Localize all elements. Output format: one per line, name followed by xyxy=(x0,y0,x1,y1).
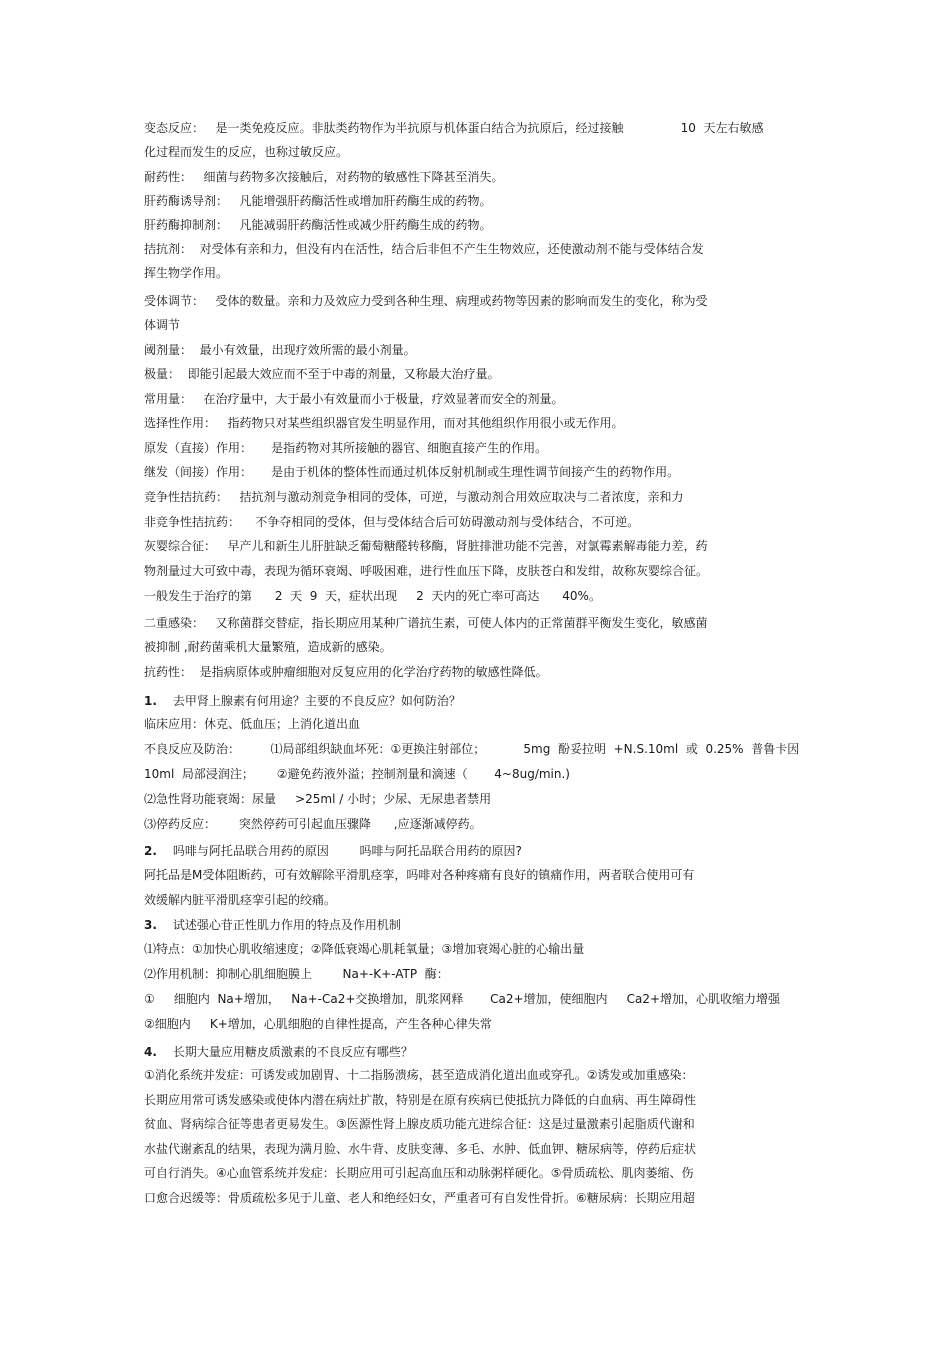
text-line xyxy=(144,1064,694,1086)
line-text: 肝药酶抑制剂： 凡能减弱肝药酶活性或减少肝药酶生成的药物。 xyxy=(144,218,492,232)
line-text: 竞争性拮抗药： 拮抗剂与激动剂竞争相同的受体，可逆，与激动剂合用效应取决与二者浓度，亲和力 xyxy=(144,490,684,504)
line-text: 吗啡与阿托品联合用药的原因 吗啡与阿托品联合用药的原因? xyxy=(172,844,522,858)
line-text: ①消化系统并发症：可诱发或加剧胃、十二指肠溃疡，甚至造成消化道出血或穿孔。②诱发或加重感染： xyxy=(144,1068,694,1082)
text-line xyxy=(144,738,799,760)
line-text: 继发（间接）作用： 是由于机体的整体性而通过机体反射机制或生理性调节间接产生的药物作用。 xyxy=(144,465,680,479)
line-text: 抗药性： 是指病原体或肿瘤细胞对反复应用的化学治疗药物的敏感性降低。 xyxy=(144,665,548,679)
text-line xyxy=(144,713,360,735)
line-text: 极量： 即能引起最大效应而不至于中毒的剂量，又称最大治疗量。 xyxy=(144,367,500,381)
text-line xyxy=(144,864,694,886)
line-text: 非竞争性拮抗药： 不争夺相同的受体，但与受体结合后可妨碍激动剂与受体结合，不可逆。 xyxy=(144,515,640,529)
text-line xyxy=(144,938,584,960)
line-text: ⑴特点：①加快心肌收缩速度；②降低衰竭心肌耗氧量；③增加衰竭心脏的心输出量 xyxy=(144,942,585,956)
line-text: 阿托品是M受体阻断药，可有效解除平滑肌痉挛，吗啡对各种疼痛有良好的镇痛作用，两者联合使用可有 xyxy=(144,868,695,882)
question-heading xyxy=(144,914,401,936)
line-text: 试述强心苷正性肌力作用的特点及作用机制 xyxy=(172,918,401,932)
text-line xyxy=(144,1013,492,1035)
text-line xyxy=(144,141,348,163)
line-text: ⑵作用机制：抑制心肌细胞膜上 Na+-K+-ATP 酶： xyxy=(144,967,449,981)
line-text: 体调节 xyxy=(144,318,181,332)
line-text: 二重感染： 又称菌群交替症，指长期应用某种广谱抗生素，可使人体内的正常菌群平衡发生变化，敏感菌 xyxy=(144,616,708,630)
text-line xyxy=(144,889,336,911)
line-text: 灰婴综合征： 早产儿和新生儿肝脏缺乏葡萄糖醛转移酶，肾脏排泄功能不完善，对氯霉素解毒能力差，药 xyxy=(144,539,708,553)
line-text: 长期应用常可诱发感染或使体内潜在病灶扩散，特别是在原有疾病已使抵抗力降低的白血病、再生障碍性 xyxy=(144,1093,697,1107)
line-text: 肝药酶诱导剂： 凡能增强肝药酶活性或增加肝药酶生成的药物。 xyxy=(144,194,492,208)
text-line xyxy=(144,214,491,236)
question-number: 4. xyxy=(144,1045,157,1059)
line-text: 临床应用：休克、低血压；上消化道出血 xyxy=(144,717,361,731)
line-text: 受体调节： 受体的数量。亲和力及效应力受到各种生理、病理或药物等因素的影响而发生的变化，称为受 xyxy=(144,294,708,308)
text-line xyxy=(144,339,416,361)
line-text: 阈剂量： 最小有效量，出现疗效所需的最小剂量。 xyxy=(144,343,416,357)
text-line xyxy=(144,585,601,607)
line-text: 可自行消失。④心血管系统并发症：长期应用可引起高血压和动脉粥样硬化。⑤骨质疏松、肌肉萎缩、伤 xyxy=(144,1166,694,1180)
question-heading xyxy=(144,840,522,862)
question-number: 2. xyxy=(144,844,157,858)
text-line xyxy=(144,486,683,508)
text-line xyxy=(144,560,708,582)
text-line xyxy=(144,1089,696,1111)
text-line xyxy=(144,612,707,634)
text-line xyxy=(144,1138,696,1160)
text-line xyxy=(144,661,548,683)
line-text: 化过程而发生的反应，也称过敏反应。 xyxy=(144,145,349,159)
text-line xyxy=(144,117,764,139)
line-text: 去甲肾上腺素有何用途？主要的不良反应？如何防治？ xyxy=(172,694,461,708)
line-text: 贫血、肾病综合征等患者更易发生。③医源性肾上腺皮质功能亢进综合征：这是过量激素引起脂质代谢和 xyxy=(144,1117,695,1131)
text-line xyxy=(144,511,639,533)
text-line xyxy=(144,963,449,985)
line-text: 被抑制 ,耐药菌乘机大量繁殖，造成新的感染。 xyxy=(144,640,392,654)
text-line xyxy=(144,363,500,385)
text-line xyxy=(144,636,392,658)
text-line xyxy=(144,461,679,483)
text-line xyxy=(144,190,491,212)
text-line xyxy=(144,262,228,284)
text-line xyxy=(144,412,623,434)
text-line xyxy=(144,988,780,1010)
text-line xyxy=(144,763,570,785)
line-text: ②细胞内 K+增加，心肌细胞的自律性提高，产生各种心律失常 xyxy=(144,1017,492,1031)
line-text: 拮抗剂： 对受体有亲和力，但没有内在活性，结合后非但不产生生物效应，还使激动剂不能与受体结合发 xyxy=(144,242,704,256)
line-text: 不良反应及防治： ⑴局部组织缺血坏死：①更换注射部位； 5mg 酚妥拉明 +N.S.10ml 或 0.25% 普鲁卡因 xyxy=(144,742,800,756)
text-line xyxy=(144,388,563,410)
line-text: 挥生物学作用。 xyxy=(144,266,229,280)
text-line xyxy=(144,813,482,835)
line-text: ⑵急性肾功能衰竭：尿量 >25ml / 小时；少尿、无尿患者禁用 xyxy=(144,792,492,806)
line-text: 水盐代谢紊乱的结果，表现为满月脸、水牛背、皮肤变薄、多毛、水肿、低血钾、糖尿病等，停药后症状 xyxy=(144,1142,697,1156)
text-line xyxy=(144,1187,695,1209)
line-text: 变态反应： 是一类免疫反应。非肽类药物作为半抗原与机体蛋白结合为抗原后，经过接触 10 天左右敏感 xyxy=(144,121,764,135)
text-line xyxy=(144,166,503,188)
text-line xyxy=(144,788,491,810)
line-text: ① 细胞内 Na+增加， Na+-Ca2+交换增加，肌浆网释 Ca2+增加，使细胞内 Ca2+增加，心肌收缩力增强 xyxy=(144,992,781,1006)
text-line xyxy=(144,290,707,312)
question-heading xyxy=(144,690,461,712)
line-text: 原发（直接）作用： 是指药物对其所接触的器官、细胞直接产生的作用。 xyxy=(144,441,548,455)
text-line xyxy=(144,437,547,459)
question-number: 3. xyxy=(144,918,157,932)
line-text: 选择性作用： 指药物只对某些组织器官发生明显作用，而对其他组织作用很小或无作用。 xyxy=(144,416,624,430)
text-line xyxy=(144,1162,694,1184)
text-line xyxy=(144,314,180,336)
line-text: 耐药性： 细菌与药物多次接触后，对药物的敏感性下降甚至消失。 xyxy=(144,170,504,184)
text-line xyxy=(144,238,704,260)
line-text: 口愈合迟缓等：骨质疏松多见于儿童、老人和绝经妇女，严重者可有自发性骨折。⑥糖尿病：长期应用超 xyxy=(144,1191,695,1205)
line-text: 长期大量应用糖皮质激素的不良反应有哪些？ xyxy=(172,1045,413,1059)
text-line xyxy=(144,1113,695,1135)
question-heading xyxy=(144,1041,413,1063)
line-text: 10ml 局部浸润注； ②避免药液外溢；控制剂量和滴速（ 4~8ug/min.) xyxy=(144,767,570,781)
text-line xyxy=(144,535,707,557)
line-text: 常用量： 在治疗量中，大于最小有效量而小于极量，疗效显著而安全的剂量。 xyxy=(144,392,564,406)
line-text: 一般发生于治疗的第 2 天 9 天，症状出现 2 天内的死亡率可高达 40%。 xyxy=(144,589,601,603)
line-text: 物剂量过大可致中毒，表现为循环衰竭、呼吸困难，进行性血压下降，皮肤苍白和发绀，故称灰婴综合征。 xyxy=(144,564,709,578)
line-text: 效缓解内脏平滑肌痉挛引起的绞痛。 xyxy=(144,893,337,907)
question-number: 1. xyxy=(144,694,157,708)
line-text: ⑶停药反应： 突然停药可引起血压骤降 ,应逐渐减停药。 xyxy=(144,817,482,831)
